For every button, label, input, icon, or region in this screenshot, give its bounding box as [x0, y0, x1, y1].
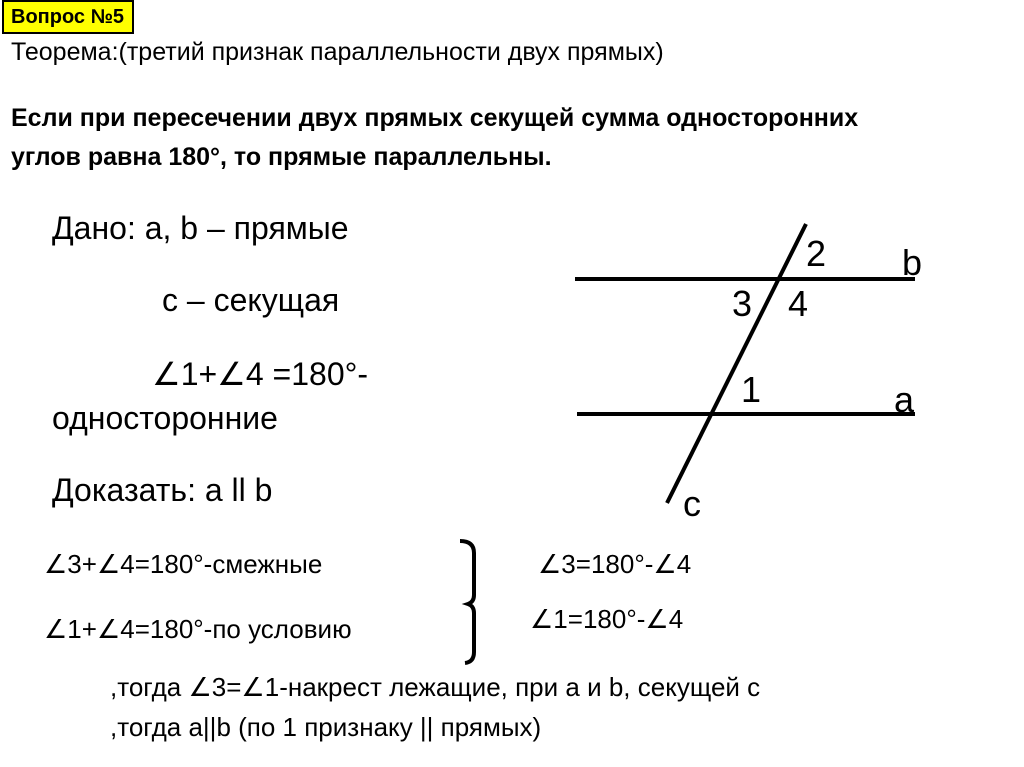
line-a-label: a	[894, 379, 915, 420]
angle-2-label: 2	[806, 233, 827, 274]
question-badge: Вопрос №5	[2, 0, 134, 34]
angle-3-label: 3	[732, 283, 753, 324]
proof-conclusion-1: ,тогда ∠3=∠1-накрест лежащие, при a и b, секущей с	[110, 672, 761, 702]
given-one-sided: односторонние	[52, 400, 278, 436]
line-c-label: c	[683, 483, 701, 524]
line-b-label: b	[902, 242, 923, 283]
given-angle-sum: ∠1+∠4 =180°-	[152, 356, 369, 392]
angle-1-label: 1	[741, 369, 762, 410]
theorem-title: Теорема:(третий признак параллельности двух прямых)	[11, 38, 664, 66]
line-c	[667, 224, 809, 503]
system-brace	[460, 541, 474, 663]
given-secant: c – секущая	[162, 282, 340, 318]
prove-statement: Доказать: a ll b	[52, 472, 273, 508]
proof-condition: ∠1+∠4=180°-по условию	[44, 614, 352, 644]
proof-angle1: ∠1=180°-∠4	[530, 604, 684, 634]
angle-4-label: 4	[788, 283, 809, 324]
proof-angle3: ∠3=180°-∠4	[538, 549, 692, 579]
theorem-statement: Если при пересечении двух прямых секущей сумма односторонних углов равна 180°, то прямые параллельны.	[11, 104, 859, 171]
proof-conclusion-2: ,тогда a||b (по 1 признаку || прямых)	[110, 712, 542, 742]
proof-adjacent: ∠3+∠4=180°-смежные	[44, 549, 323, 579]
given-lines: Дано: a, b – прямые	[52, 210, 349, 246]
